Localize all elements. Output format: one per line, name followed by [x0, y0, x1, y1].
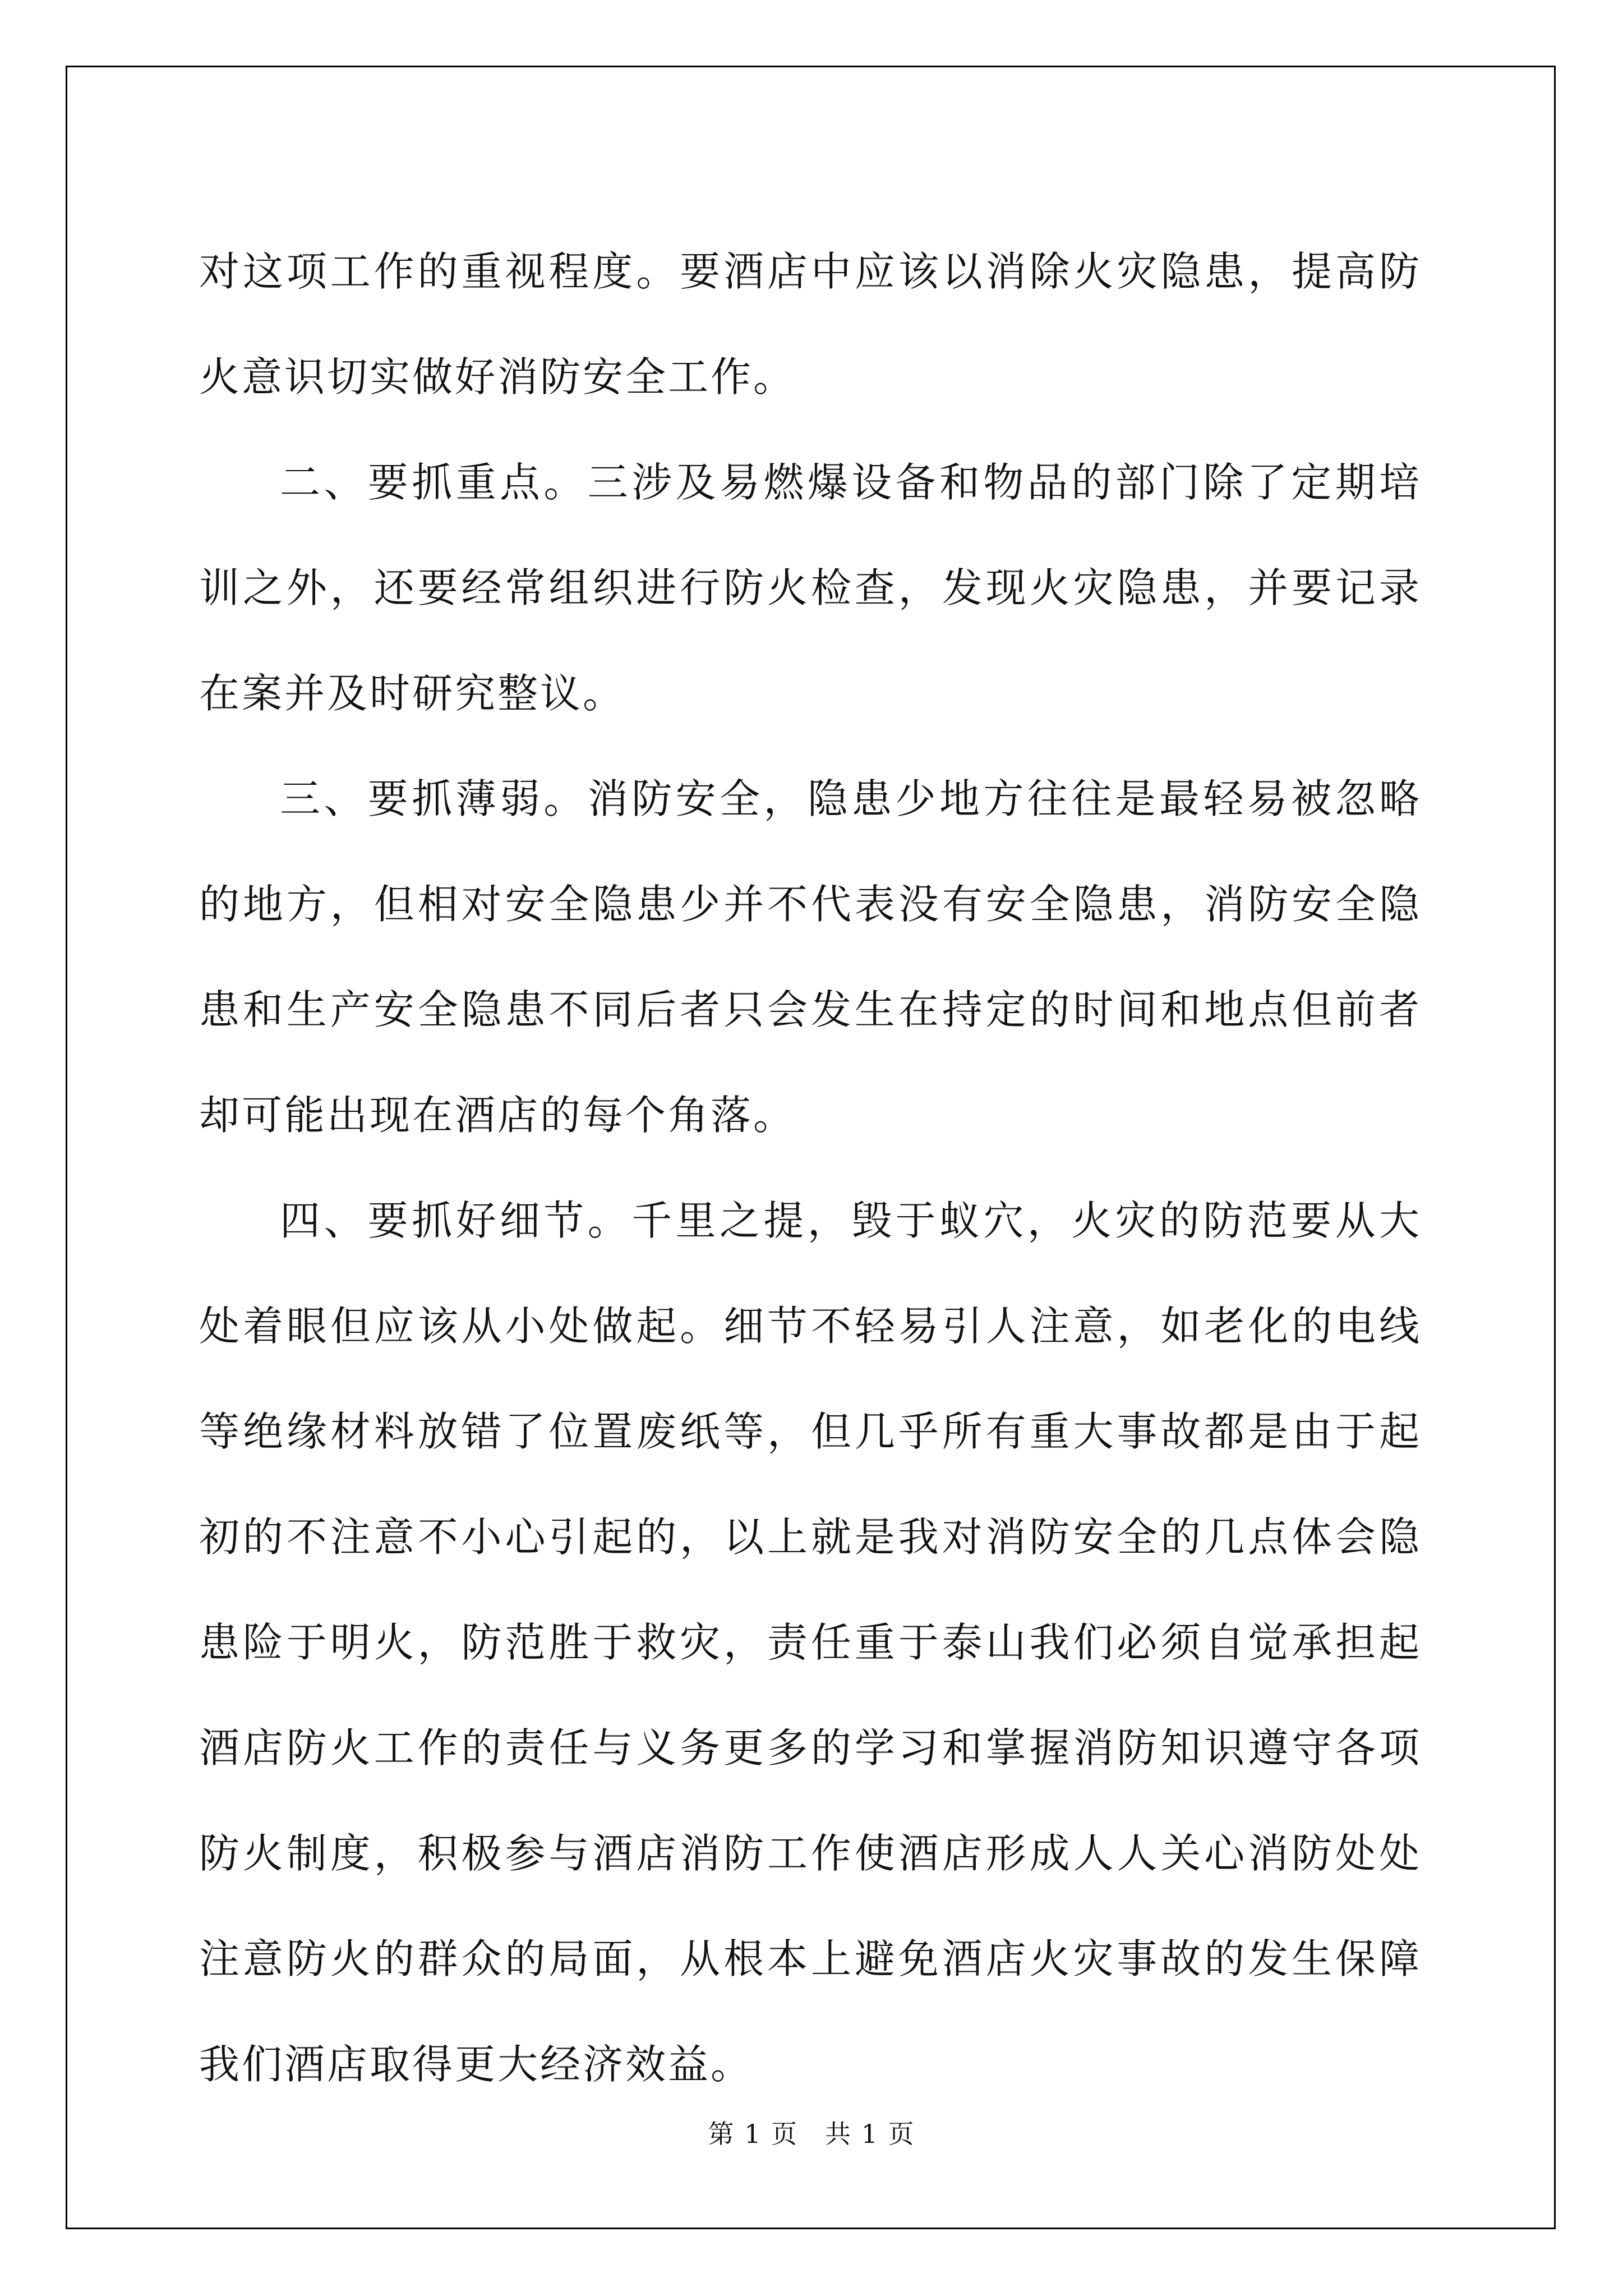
paragraph-key-points: 二、要抓重点。三涉及易燃爆设备和物品的部门除了定期培训之外，还要经常组织进行防火检查，发现火灾隐患，并要记录在案并及时研究整议。 [199, 459, 1422, 717]
paragraph-continued: 对这项工作的重视程度。要酒店中应该以消除火灾隐患，提高防火意识切实做好消防安全工作。 [199, 248, 1422, 401]
paragraph-weak-points: 三、要抓薄弱。消防安全，隐患少地方往往是最轻易被忽略的地方，但相对安全隐患少并不代表没有安全隐患，消防安全隐患和生产安全隐患不同后者只会发生在持定的时间和地点但前者却可能出现在酒店的每个角落。 [199, 775, 1422, 1139]
document-body [199, 219, 1422, 2117]
paragraph-details: 四、要抓好细节。千里之提，毁于蚁穴，火灾的防范要从大处着眼但应该从小处做起。细节不轻易引人注意，如老化的电线等绝缘材料放错了位置废纸等，但几乎所有重大事故都是由于起初的不注意不小心引起的，以上就是我对消防安全的几点体会隐患险于明火，防范胜于救灾，责任重于泰山我们必须自觉承担起酒店防火工作的责任与义务更多的学习和掌握消防知识遵守各项防火制度，积极参与酒店消防工作使酒店形成人人关心消防处处注意防火的群众的局面，从根本上避免酒店火灾事故的发生保障我们酒店取得更大经济效益。 [199, 1197, 1422, 2088]
page-number-footer: 第 1 页 共 1 页 [708, 2119, 915, 2149]
